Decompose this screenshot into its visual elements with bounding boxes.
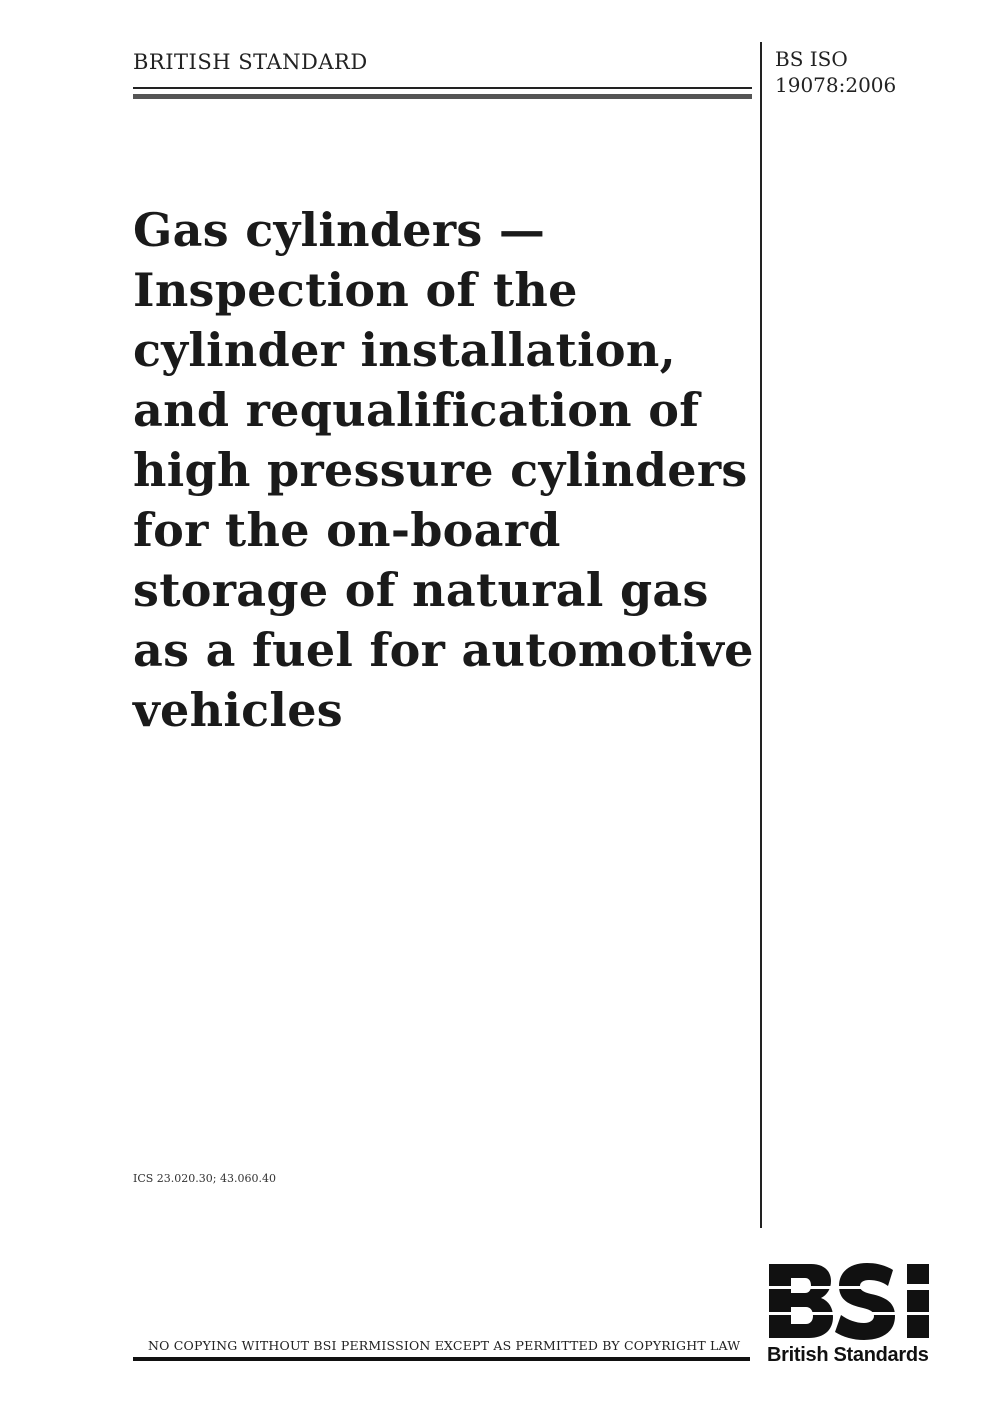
vertical-divider	[760, 42, 762, 1228]
document-title	[133, 200, 753, 740]
standard-number-code: 19078:2006	[775, 73, 897, 97]
title-line: vehicles	[133, 683, 343, 737]
title-line: as a fuel for automotive	[133, 623, 754, 677]
title-line: storage of natural gas	[133, 563, 709, 617]
title-line: high pressure cylinders	[133, 443, 748, 497]
title-line: Gas cylinders —	[133, 203, 546, 257]
title-line: and requalification of	[133, 383, 700, 437]
bsi-logo	[767, 1262, 945, 1370]
header-rule-thin	[133, 87, 752, 89]
standard-number-prefix: BS ISO	[775, 47, 848, 71]
footer-rule	[133, 1357, 750, 1361]
title-line: Inspection of the	[133, 263, 578, 317]
title-line: cylinder installation,	[133, 323, 676, 377]
header-rule-thick	[133, 94, 752, 99]
bsi-logo-mark	[767, 1262, 945, 1340]
bsi-logo-caption: British Standards	[767, 1344, 929, 1366]
document-type-label: BRITISH STANDARD	[133, 50, 368, 74]
title-line: for the on-board	[133, 503, 561, 557]
copyright-notice: NO COPYING WITHOUT BSI PERMISSION EXCEPT AS PERMITTED BY COPYRIGHT LAW	[148, 1338, 741, 1353]
standard-number	[775, 46, 896, 98]
ics-code: ICS 23.020.30; 43.060.40	[133, 1172, 276, 1185]
